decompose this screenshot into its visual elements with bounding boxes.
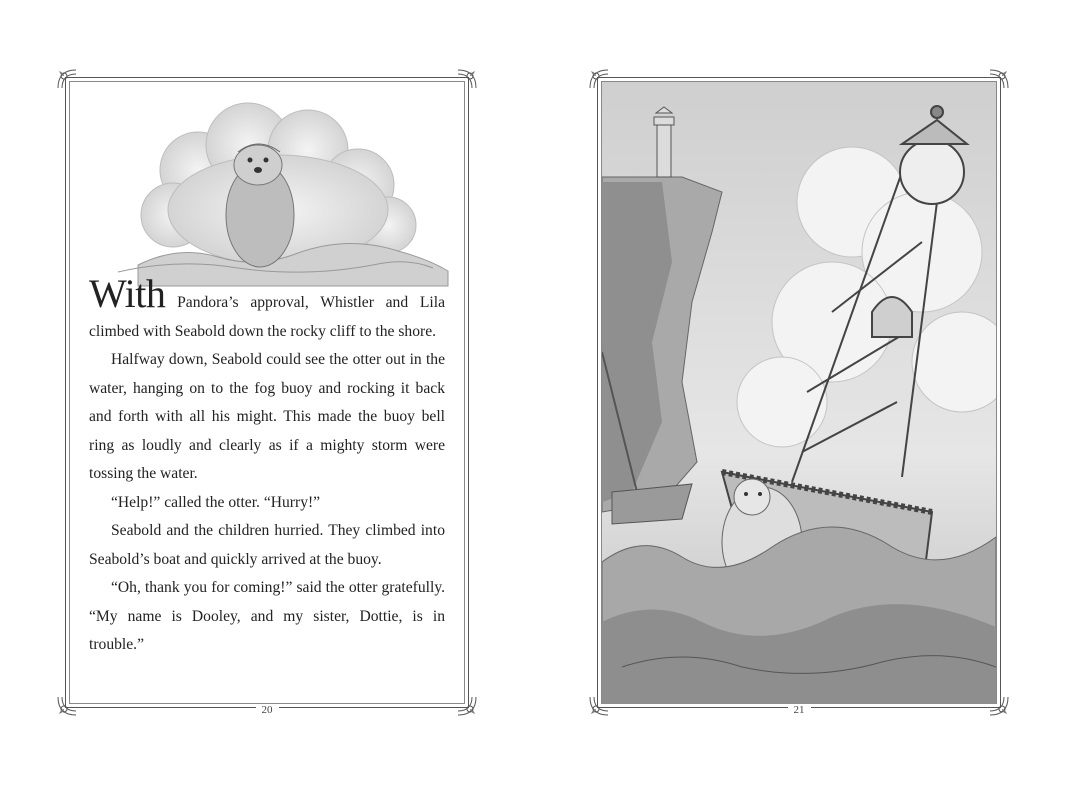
otter-rocking-buoy-illustration xyxy=(602,82,996,704)
page-number: 20 xyxy=(58,704,476,716)
ornamental-corner-icon xyxy=(56,68,78,90)
paragraph: “Oh, thank you for coming!” said the otter gratefully. “My name is Dooley, and my sister, Dottie, is in trouble.” xyxy=(89,579,445,653)
otter-in-clouds-illustration xyxy=(78,90,456,290)
paragraph: Halfway down, Seabold could see the otter out in the water, hanging on to the fog buoy and rocking it back and forth with all his might. This made the buoy bell ring as loudly and clearly as if a mighty storm were tossing the water. xyxy=(89,351,445,482)
paragraph: Seabold and the children hurried. They climbed into Seabold’s boat and quickly arrived at the buoy. xyxy=(89,522,445,568)
ornamental-corner-icon xyxy=(456,68,478,90)
paragraph xyxy=(89,271,445,346)
ornamental-corner-icon xyxy=(588,68,610,90)
page-number: 21 xyxy=(590,704,1008,716)
dropcap-word: With xyxy=(89,271,166,316)
paragraph: “Help!” called the otter. “Hurry!” xyxy=(111,493,321,511)
ornamental-corner-icon xyxy=(988,68,1010,90)
paragraph-text: Pandora’s approval, Whistler and Lila climbed with Seabold down the rocky cliff to the shore. xyxy=(89,294,445,340)
left-page xyxy=(58,70,476,720)
lighthouse-icon xyxy=(654,107,674,177)
right-page xyxy=(590,70,1008,720)
story-text xyxy=(89,271,445,660)
